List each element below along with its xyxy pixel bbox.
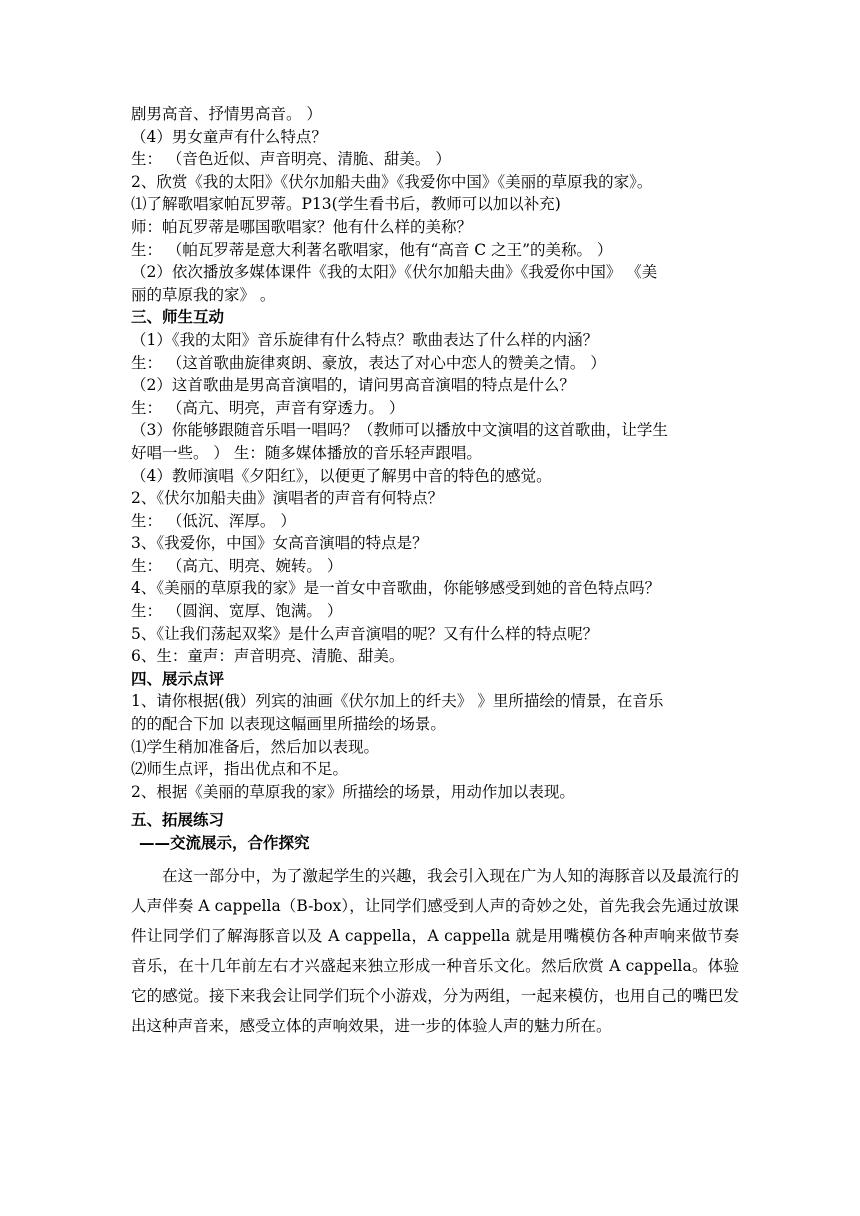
paragraph: 在这一部分中，为了激起学生的兴趣，我会引入现在广为人知的海豚音以及最流行的人声伴奏 A cappella（B-box），让同学们感受到人声的奇妙之处，首先我会先通过放课件让同学们了解海豚音以及 A cappella，A cappella 就是用嘴模仿各种声响来做节奏音乐，在十几年前左右才兴盛起来独立形成一种音乐文化。然后欣赏 A cappella。体验它的感觉。接下来我会让同学们玩个小游戏，分为两组，一起来模仿，也用自己的嘴巴发出这种声音来，感受立体的声响效果，进一步的体验人声的魅力所在。: [131, 866, 739, 1035]
text-line: ⑴了解歌唱家帕瓦罗蒂。P13(学生看书后，教师可以加以补充): [131, 195, 561, 214]
text-line: （2）这首歌曲是男高音演唱的，请问男高音演唱的特点是什么？: [131, 376, 575, 395]
text-line: 2、根据《美丽的草原我的家》所描绘的场景，用动作加以表现。: [131, 782, 575, 801]
text-line: ⑴学生稍加准备后，然后加以表现。: [131, 737, 380, 756]
text-line: （3）你能够跟随音乐唱一唱吗？（教师可以播放中文演唱的这首歌曲，让学生: [131, 421, 668, 440]
text-line: 生： （音色近似、声音明亮、清脆、甜美。 ）: [131, 150, 451, 169]
section-heading: 五、拓展练习: [131, 811, 225, 830]
text-line: 2、《伏尔加船夫曲》演唱者的声音有何特点？: [131, 489, 444, 508]
section-subheading: ——交流展示，合作探究: [139, 834, 310, 852]
text-line: 师：帕瓦罗蒂是哪国歌唱家？他有什么样的美称？: [131, 217, 473, 236]
section-heading: 三、师生互动: [131, 308, 225, 327]
text-line: （4）男女童声有什么特点？: [131, 127, 327, 146]
section-heading: 四、展示点评: [131, 669, 225, 688]
text-line: 生： （高亢、明亮，声音有穿透力。 ）: [131, 398, 405, 417]
text-line: （1）《我的太阳》音乐旋律有什么特点？歌曲表达了什么样的内涵？: [131, 330, 599, 349]
text-line: 好唱一些。 ） 生：随多媒体播放的音乐轻声跟唱。: [131, 443, 482, 462]
text-line: 1、请你根据(俄）列宾的油画《伏尔加上的纤夫》 》里所描绘的情景，在音乐: [131, 692, 664, 711]
text-line: 剧男高音、抒情男高音。 ）: [131, 105, 322, 123]
text-line: 生： （低沉、浑厚。 ）: [131, 511, 296, 530]
text-line: 丽的草原我的家》 。: [131, 285, 276, 304]
text-line: 3、《我爱你，中国》女高音演唱的特点是？: [131, 534, 428, 553]
text-line: （4）教师演唱《夕阳红》，以便更了解男中音的特色的感觉。: [131, 466, 552, 485]
text-line: 生： （圆润、宽厚、饱满。 ）: [131, 602, 343, 621]
text-line: 生： （高亢、明亮、婉转。 ）: [131, 556, 343, 575]
text-line: （2）依次播放多媒体课件《我的太阳》《伏尔加船夫曲》《我爱你中国》 《美: [131, 263, 658, 282]
document-body: [131, 103, 746, 1041]
text-line: 生： （这首歌曲旋律爽朗、豪放，表达了对心中恋人的赞美之情。 ）: [131, 353, 606, 372]
text-line: 4、《美丽的草原我的家》是一首女中音歌曲，你能够感受到她的音色特点吗？: [131, 579, 661, 598]
text-line: 6、生：童声：声音明亮、清脆、甜美。: [131, 647, 405, 666]
text-line: 生： （帕瓦罗蒂是意大利著名歌唱家，他有“高音 C 之王”的美称。 ）: [131, 240, 613, 259]
text-line: 5、《让我们荡起双桨》是什么声音演唱的呢？又有什么样的特点呢？: [131, 624, 599, 643]
text-line: 的的配合下加 以表现这幅画里所描绘的场景。: [131, 715, 446, 734]
text-line: ⑵师生点评，指出优点和不足。: [131, 760, 349, 779]
text-line: 2、欣赏《我的太阳》《伏尔加船夫曲》《我爱你中国》《美丽的草原我的家》。: [131, 172, 653, 191]
